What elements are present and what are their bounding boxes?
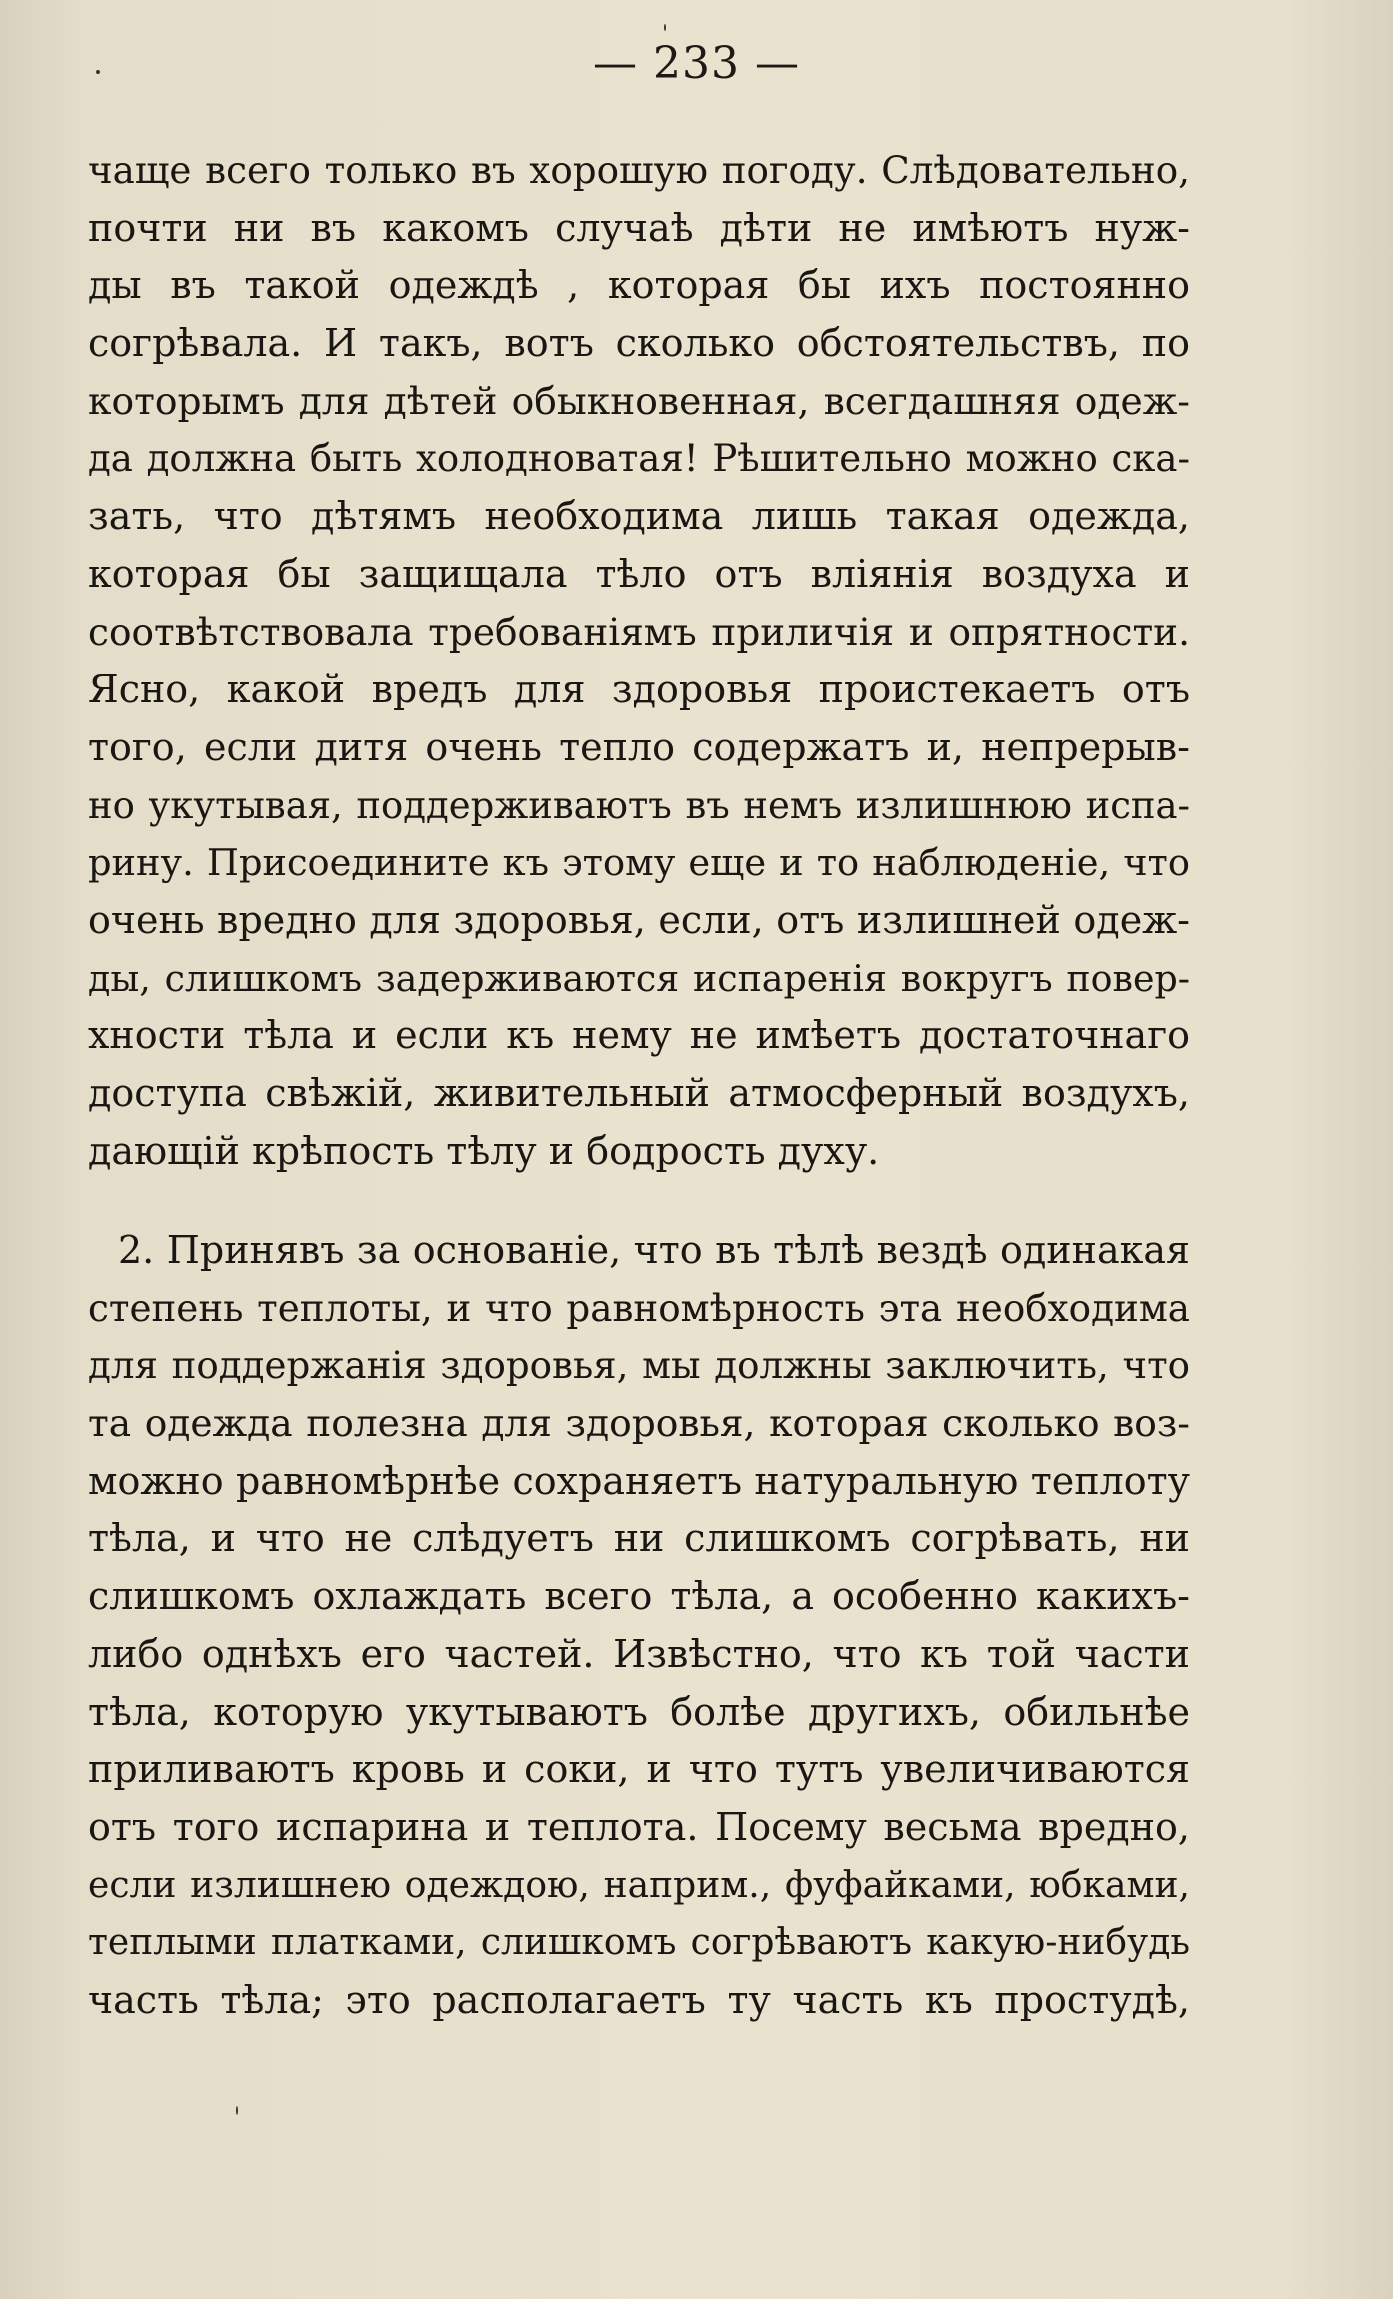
text-line: очень вредно для здоровья, если, отъ излишней одеж- xyxy=(88,897,1190,942)
text-line: хности тѣла и если къ нему не имѣетъ достаточнаго xyxy=(88,1013,1190,1058)
text-line: слишкомъ охлаждать всего тѣла, а особенно какихъ- xyxy=(88,1574,1190,1619)
text-line: доступа свѣжій, живительный атмосферный воздухъ, xyxy=(88,1071,1190,1115)
paragraph-1 xyxy=(88,142,1190,1180)
text-line: часть тѣла; это располагаетъ ту часть къ простудѣ, xyxy=(88,1977,1190,2022)
text-line: тѣла, и что не слѣдуетъ ни слишкомъ согрѣвать, ни xyxy=(88,1516,1190,1561)
text-line: если излишнею одеждою, наприм., фуфайками, юбками, xyxy=(88,1863,1190,1906)
text-line: рину. Присоедините къ этому еще и то наблюденіе, что xyxy=(88,841,1190,885)
text-line: которая бы защищала тѣло отъ вліянія воздуха и xyxy=(88,551,1190,596)
page-number: — 233 — xyxy=(593,38,800,89)
text-line: зать, что дѣтямъ необходима лишь такая одежда, xyxy=(88,494,1190,539)
text-line: чаще всего только въ хорошую погоду. Слѣдовательно, xyxy=(88,148,1190,192)
text-line: согрѣвала. И такъ, вотъ сколько обстоятельствъ, по xyxy=(88,321,1190,366)
text-line: соотвѣтствовала требованіямъ приличія и опрятности. xyxy=(88,609,1190,654)
text-line: ды, слишкомъ задерживаются испаренія вокругъ повер- xyxy=(88,956,1190,1000)
text-line: можно равномѣрнѣе сохраняетъ натуральную теплоту xyxy=(88,1458,1190,1503)
text-line: почти ни въ какомъ случаѣ дѣти не имѣютъ нуж- xyxy=(88,205,1190,250)
text-line: степень теплоты, и что равномѣрность эта необходима xyxy=(88,1285,1190,1330)
text-line: ды въ такой одеждѣ , которая бы ихъ постоянно xyxy=(88,263,1190,308)
text-line: теплыми платками, слишкомъ согрѣваютъ какую-нибудь xyxy=(88,1922,1190,1964)
ink-speck xyxy=(664,24,666,31)
text-line: приливаютъ кровь и соки, и что тутъ увеличиваются xyxy=(88,1747,1190,1792)
paragraph-2 xyxy=(88,1222,1190,2030)
text-line: да должна быть холодноватая! Рѣшительно можно ска- xyxy=(88,437,1190,481)
text-line: Ясно, какой вредъ для здоровья проистекаетъ отъ xyxy=(88,667,1190,712)
text-line: но укутывая, поддерживаютъ въ немъ излишнюю испа- xyxy=(88,783,1190,827)
text-line: 2. Принявъ за основаніе, что въ тѣлѣ вездѣ одинакая xyxy=(118,1228,1190,1272)
text-line: того, если дитя очень тепло содержатъ и, непрерыв- xyxy=(88,724,1190,769)
text-line: тѣла, которую укутываютъ болѣе другихъ, обильнѣе xyxy=(88,1689,1190,1734)
text-line: отъ того испарина и теплота. Посему весьма вредно, xyxy=(88,1804,1190,1849)
text-line: для поддержанія здоровья, мы должны заключить, что xyxy=(88,1344,1190,1388)
text-line: либо однѣхъ его частей. Извѣстно, что къ той части xyxy=(88,1631,1190,1676)
text-line: которымъ для дѣтей обыкновенная, всегдашняя одеж- xyxy=(88,378,1190,423)
text-line: дающій крѣпость тѣлу и бодрость духу. xyxy=(88,1128,880,1173)
ink-speck xyxy=(236,2106,238,2115)
text-line: та одежда полезна для здоровья, которая сколько воз- xyxy=(88,1401,1190,1446)
